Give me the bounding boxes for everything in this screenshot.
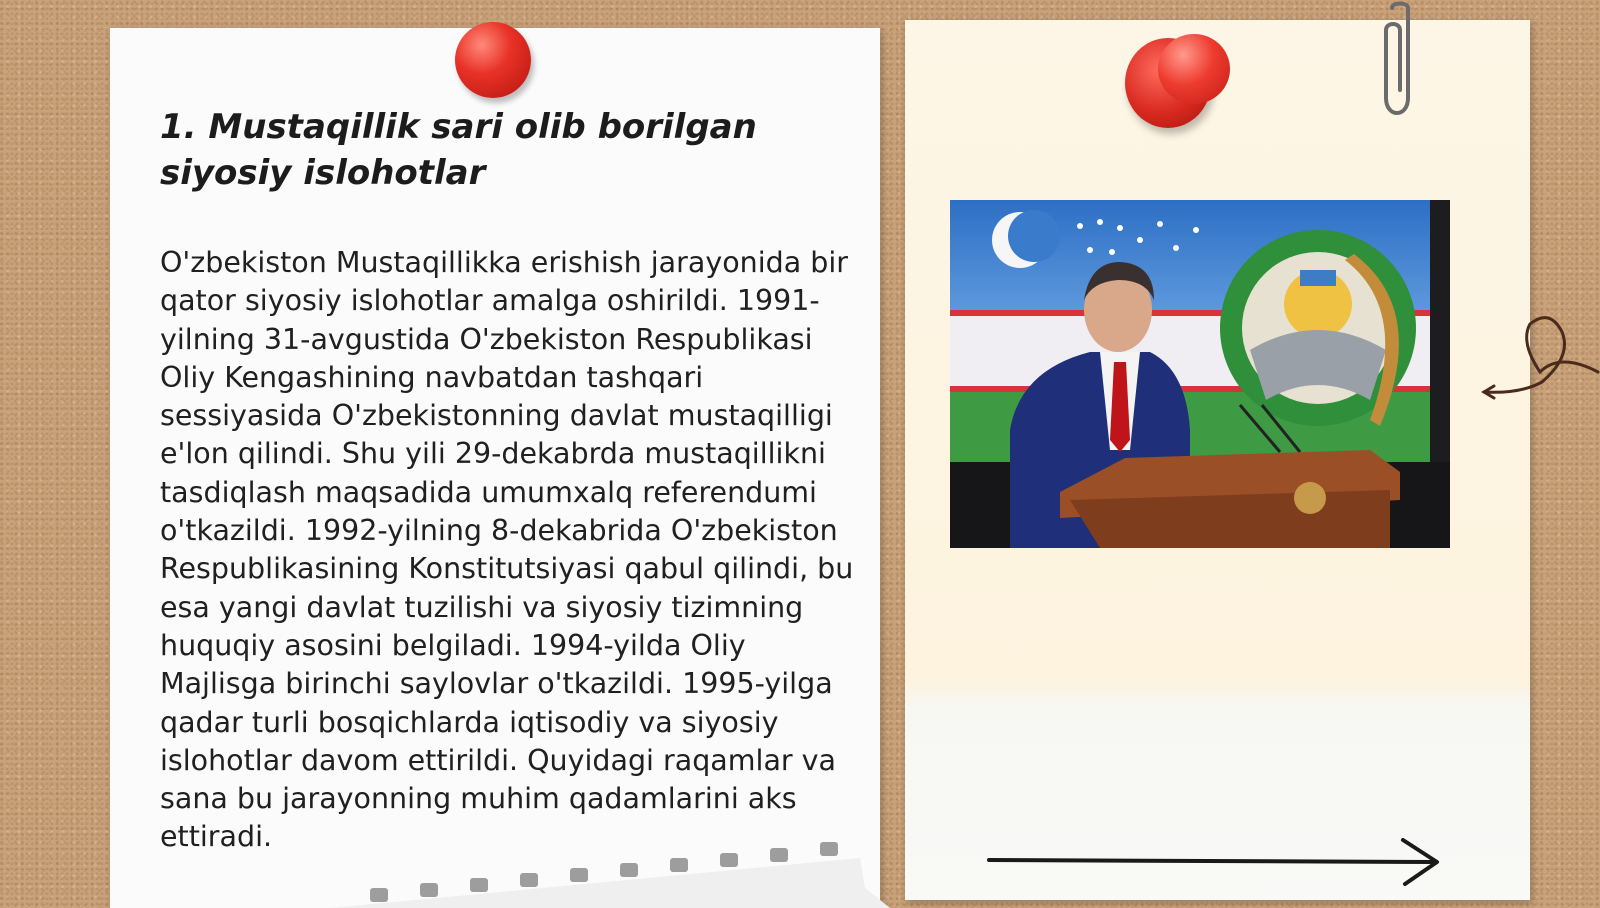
paperclip-icon bbox=[1378, 0, 1422, 122]
red-pushpin-icon bbox=[1158, 34, 1230, 104]
curly-arrow-icon bbox=[1480, 312, 1600, 404]
arrow-right-icon bbox=[985, 838, 1445, 888]
torn-paper-strip bbox=[330, 818, 890, 908]
slide-paragraph: O'zbekiston Mustaqillikka erishish jarayonida bir qator siyosiy islohotlar amalga oshirildi. 1991-yilning 31-avgustida O'zbekiston Respublikasi Oliy Kengashining navbatdan tashqari sessiyasida O'zbekistonning davlat mustaqilligi e'lon qilindi. Shu yili 29-dekabrda mustaqillikni tasdiqlash maqsadida umumxalq referendumi o'tkazildi. 1992-yilning 8-dekabrida O'zbekiston Respublikasining Konstitutsiyasi qabul qilindi, bu esa yangi davlat tuzilishi va siyosiy tizimning huquqiy asosini belgiladi. 1994-yilda Oliy Majlisga birinchi saylovlar o'tkazildi. 1995-yilga qadar turli bosqichlarda iqtisodiy va siyosiy islohotlar davom ettirildi. Quyidagi raqamlar va sana bu jarayonning muhim qadamlarini aks ettiradi. bbox=[160, 246, 854, 854]
president-podium-photo bbox=[950, 200, 1450, 548]
slide-heading: 1. Mustaqillik sari olib borilgan siyosiy islohotlar bbox=[160, 107, 757, 193]
red-pushpin-icon bbox=[455, 22, 531, 98]
